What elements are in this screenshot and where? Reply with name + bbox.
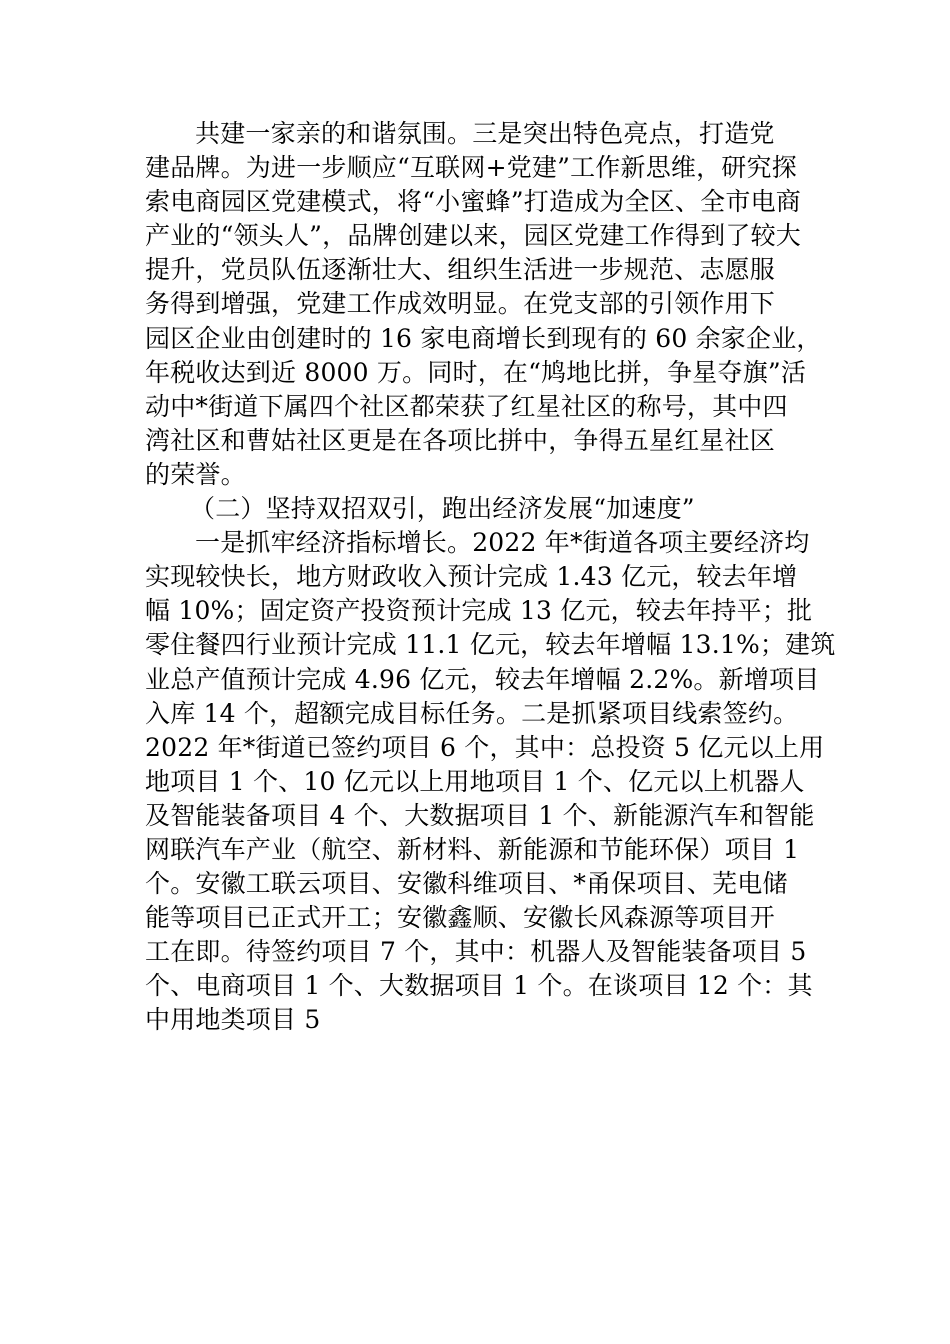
paragraph-line: 业总产值预计完成 4.96 亿元，较去年增幅 2.2%。新增项目	[145, 664, 820, 694]
paragraph-line: 工在即。待签约项目 7 个，其中：机器人及智能装备项目 5	[145, 937, 807, 967]
paragraph-line: 及智能装备项目 4 个、大数据项目 1 个、新能源汽车和智能	[145, 800, 815, 830]
paragraph-line: 一是抓牢经济指标增长。2022 年*街道各项主要经济均	[195, 528, 810, 558]
section-heading: （二）坚持双招双引，跑出经济发展“加速度”	[190, 494, 695, 524]
paragraph-line: 零住餐四行业预计完成 11.1 亿元，较去年增幅 13.1%；建筑	[145, 630, 836, 660]
body-text	[145, 117, 836, 1038]
paragraph-line: 务得到增强，党建工作成效明显。在党支部的引领作用下	[145, 289, 776, 319]
paragraph-line: 幅 10%；固定资产投资预计完成 13 亿元，较去年持平；批	[145, 596, 813, 626]
paragraph-line: 年税收达到近 8000 万。同时，在“鸠地比拼，争星夺旗”活	[145, 357, 807, 387]
paragraph-line: 的荣誉。	[145, 459, 246, 489]
paragraph-line: 地项目 1 个、10 亿元以上用地项目 1 个、亿元以上机器人	[145, 766, 805, 796]
paragraph-line: 动中*街道下属四个社区都荣获了红星社区的称号，其中四	[145, 391, 788, 421]
paragraph-line: 索电商园区党建模式，将“小蜜蜂”打造成为全区、全市电商	[145, 187, 801, 217]
paragraph-line: 建品牌。为进一步顺应“互联网+党建”工作新思维，研究探	[145, 153, 797, 183]
paragraph-line: 产业的“领头人”，品牌创建以来，园区党建工作得到了较大	[145, 221, 801, 251]
paragraph-line: 实现较快长，地方财政收入预计完成 1.43 亿元，较去年增	[145, 562, 798, 592]
paragraph-line: 能等项目已正式开工；安徽鑫顺、安徽长风森源等项目开	[145, 903, 776, 933]
paragraph-line: 共建一家亲的和谐氛围。三是突出特色亮点，打造党	[195, 119, 775, 148]
paragraph-line: 提升，党员队伍逐渐壮大、组织生活进一步规范、志愿服	[145, 255, 776, 285]
paragraph-line: 2022 年*街道已签约项目 6 个，其中：总投资 5 亿元以上用	[145, 732, 825, 762]
paragraph-line: 中用地类项目 5	[145, 1005, 321, 1035]
paragraph-line: 网联汽车产业（航空、新材料、新能源和节能环保）项目 1	[145, 834, 800, 864]
paragraph-line: 湾社区和曹姑社区更是在各项比拼中，争得五星红星社区	[145, 425, 776, 455]
paragraph-line: 个。安徽工联云项目、安徽科维项目、*甬保项目、芜电储	[145, 869, 788, 899]
paragraph-line: 入库 14 个，超额完成目标任务。二是抓紧项目线索签约。	[145, 698, 799, 728]
paragraph-line: 个、电商项目 1 个、大数据项目 1 个。在谈项目 12 个：其	[145, 971, 813, 1001]
paragraph-line: 园区企业由创建时的 16 家电商增长到现有的 60 余家企业，	[145, 323, 822, 353]
